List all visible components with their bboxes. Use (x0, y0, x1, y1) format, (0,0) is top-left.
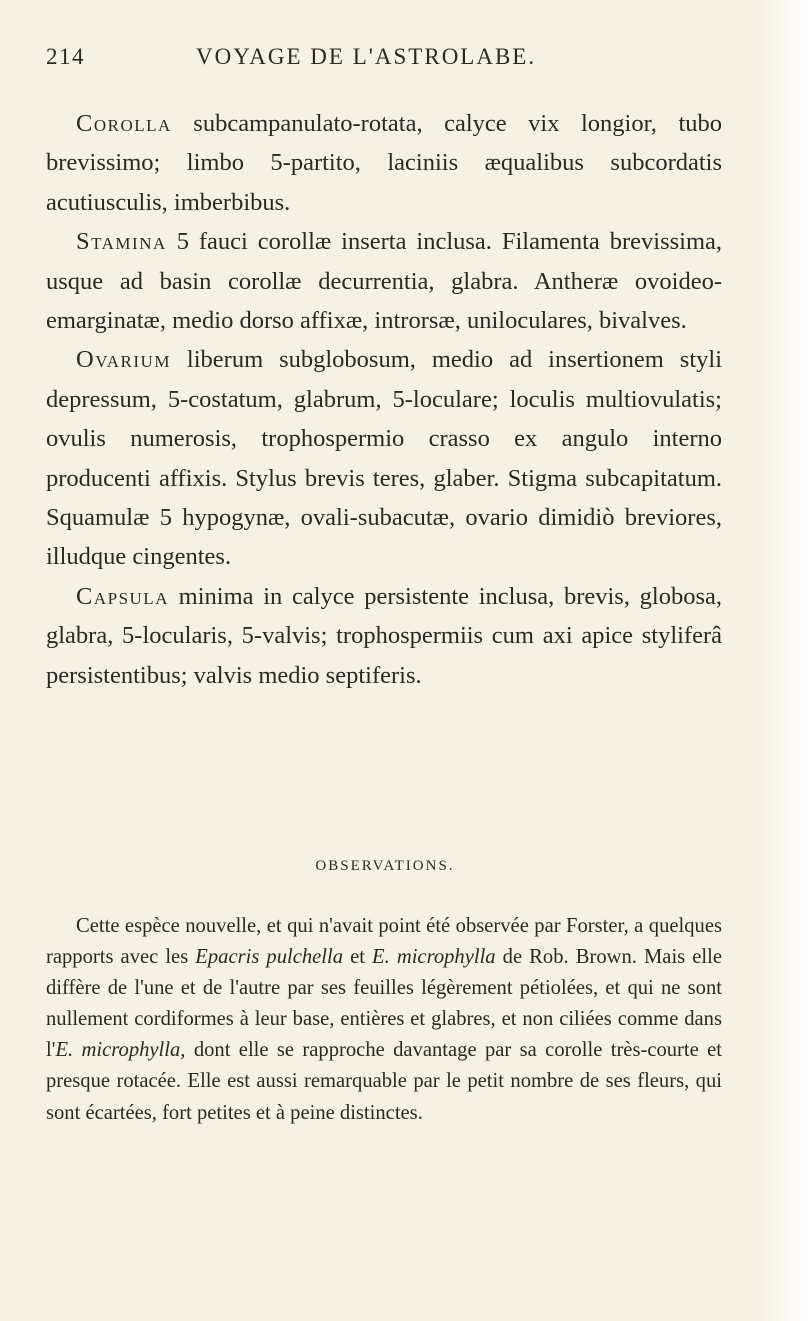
species-e-microphylla-2: E. microphylla, (55, 1039, 186, 1062)
obs-text-3: de Rob. Brown. Mais elle diffère de l'une et de l'autre par ses feuilles légèrement pétiolées, et qui ne sont nullement cordiformes à leur base, entières et glabres, et non ciliées comme dans l' (46, 946, 722, 1062)
obs-text-4: dont elle se rapproche davantage par sa corolle très-courte et presque rotacée. Elle est aussi remarquable par le petit nombre de ses fleurs, qui sont écartées, fort petites et à peine distinctes. (46, 1039, 723, 1124)
page-number: 214 (46, 44, 85, 69)
observations-section (46, 911, 722, 1129)
observations-heading: OBSERVATIONS. (315, 858, 455, 874)
page-header (46, 44, 726, 84)
paragraph-capsula (46, 577, 722, 695)
text-stamina: 5 fauci corollæ inserta inclusa. Filamenta brevissima, usque ad basin corollæ decurrentia, glabra. Antheræ ovoideo-emarginatæ, medio dorso affixæ, introrsæ, uniloculares, bivalves. (46, 228, 722, 335)
text-ovarium: liberum subglobosum, medio ad insertionem styli depressum, 5-costatum, glabrum, 5-loculare; loculis multiovulatis; ovulis numerosis, trophospermio crasso ex angulo interno producenti affixis. Stylus brevis teres, glaber. Stigma subcapitatum. Squamulæ 5 hypogynæ, ovali-subacutæ, ovario dimidiò breviores, illudque cingentes. (46, 346, 722, 571)
obs-text-1: Cette espèce nouvelle, et qui n'avait point été observée par Forster, a quelques rapports avec les (46, 915, 722, 969)
species-epacris-pulchella: Epacris pulchella (195, 946, 344, 969)
running-title: VOYAGE DE L'ASTROLABE. (196, 44, 537, 69)
paragraph-stamina (46, 222, 722, 340)
obs-text-2: et (343, 946, 373, 969)
text-corolla: subcampanulato-rotata, calyce vix longior, tubo brevissimo; limbo 5-partito, laciniis æqualibus subcordatis acutiusculis, imberbibus. (46, 110, 722, 216)
observations-paragraph (46, 911, 722, 1129)
label-ovarium: Ovarium (76, 346, 171, 374)
text-capsula: minima in calyce persistente inclusa, brevis, globosa, glabra, 5-locularis, 5-valvis; trophospermiis cum axi apice styliferâ persistentibus; valvis medio septiferis. (46, 582, 722, 689)
paragraph-corolla (46, 104, 722, 222)
description-section (46, 104, 722, 695)
label-stamina: Stamina (76, 228, 167, 256)
species-e-microphylla: E. microphylla (372, 946, 496, 969)
page-edge-shading (760, 0, 810, 1321)
label-corolla: Corolla (76, 110, 172, 137)
label-capsula: Capsula (76, 582, 169, 610)
paragraph-ovarium (46, 340, 722, 576)
